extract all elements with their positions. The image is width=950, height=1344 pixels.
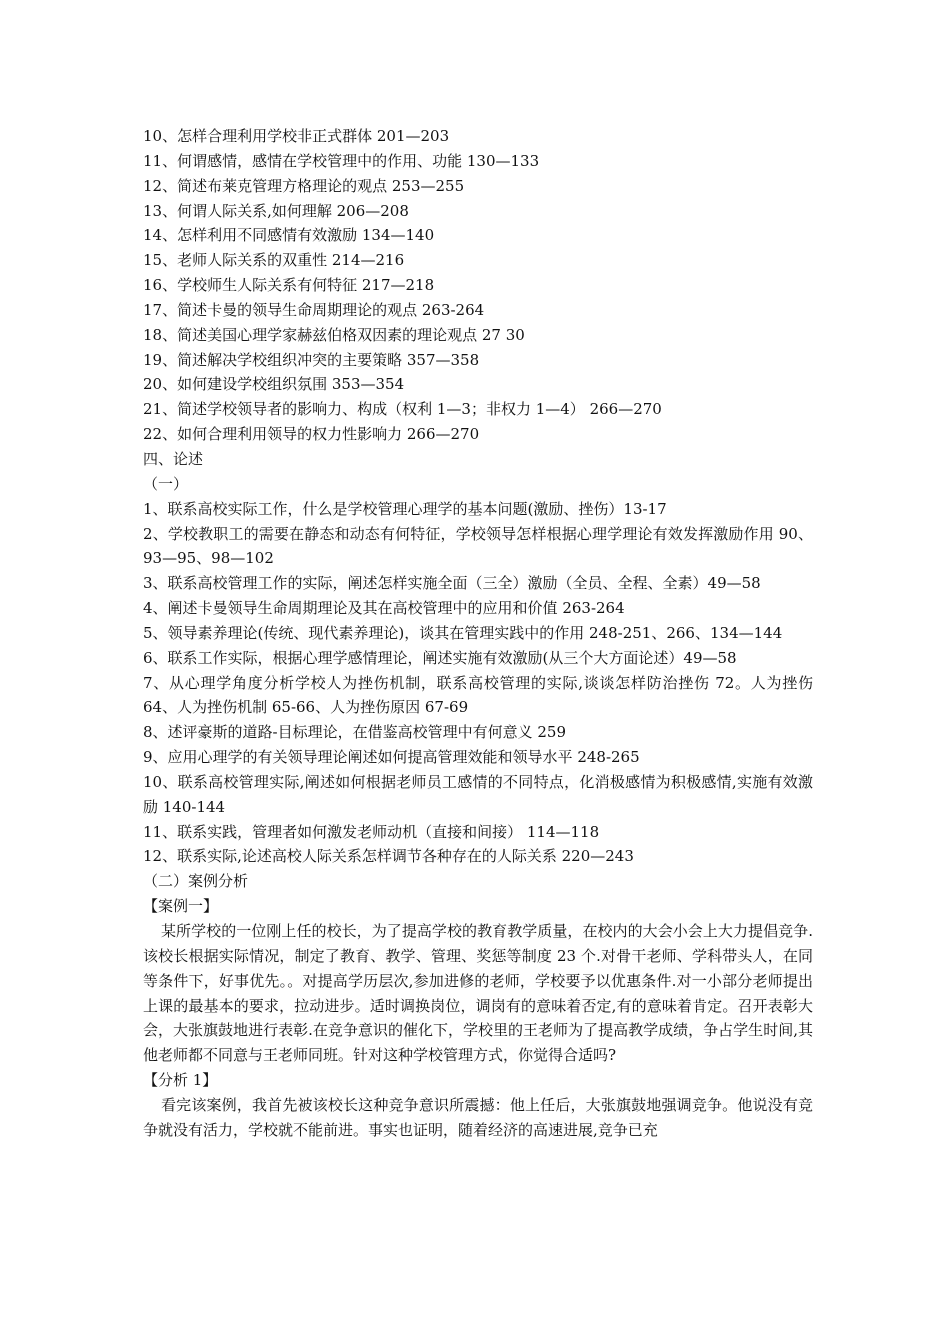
analysis-paragraph: 看完该案例，我首先被该校长这种竞争意识所震撼：他上任后，大张旗鼓地强调竞争。他说没有竞争就没有活力，学校就不能前进。事实也证明，随着经济的高速进展,竞争已充 (143, 1095, 813, 1139)
essay-item: 8、述评豪斯的道路-目标理论，在借鉴高校管理中有何意义 259 (143, 723, 567, 742)
essay-item: 4、阐述卡曼领导生命周期理论及其在高校管理中的应用和价值 263-264 (143, 599, 625, 618)
essay-item: 2、学校教职工的需要在静态和动态有何特征，学校领导怎样根据心理学理论有效发挥激励作用 90、93—95、98—102 (143, 524, 813, 568)
question-item: 15、老师人际关系的双重性 214—216 (143, 251, 405, 270)
analysis-label: 【分析 1】 (143, 1071, 218, 1090)
question-item: 17、简述卡曼的领导生命周期理论的观点 263-264 (143, 300, 485, 319)
essay-item: 5、领导素养理论(传统、现代素养理论)，谈其在管理实践中的作用 248-251、266、134—144 (143, 623, 783, 642)
question-item: 19、简述解决学校组织冲突的主要策略 357—358 (143, 350, 480, 369)
question-item: 18、简述美国心理学家赫兹伯格双因素的理论观点 27 30 (143, 325, 525, 344)
subsection-heading: （一） (143, 474, 189, 493)
essay-item: 10、联系高校管理实际,阐述如何根据老师员工感情的不同特点，化消极感情为积极感情,实施有效激励 140-144 (143, 772, 813, 816)
document-body (143, 124, 813, 1143)
subsection-heading: （二）案例分析 (143, 872, 249, 891)
question-item: 22、如何合理利用领导的权力性影响力 266—270 (143, 425, 480, 444)
question-item: 21、简述学校领导者的影响力、构成（权利 1—3；非权力 1—4） 266—270 (143, 400, 662, 419)
question-item: 20、如何建设学校组织氛围 353—354 (143, 375, 405, 394)
case-label: 【案例一】 (143, 897, 219, 916)
essay-item: 9、应用心理学的有关领导理论阐述如何提高管理效能和领导水平 248-265 (143, 748, 640, 767)
essay-item: 1、联系高校实际工作，什么是学校管理心理学的基本问题(激励、挫伤）13-17 (143, 499, 667, 518)
question-item: 11、何谓感情，感情在学校管理中的作用、功能 130—133 (143, 151, 540, 170)
essay-item: 6、联系工作实际，根据心理学感情理论，阐述实施有效激励(从三个大方面论述）49—58 (143, 648, 737, 667)
question-item: 13、何谓人际关系,如何理解 206—208 (143, 201, 409, 220)
section-heading: 四、论述 (143, 449, 204, 468)
essay-item: 3、联系高校管理工作的实际，阐述怎样实施全面（三全）激励（全员、全程、全素）49—58 (143, 574, 761, 593)
essay-item: 7、从心理学角度分析学校人为挫伤机制，联系高校管理的实际,谈谈怎样防治挫伤 72。人为挫伤 64、人为挫伤机制 65-66、人为挫伤原因 67-69 (143, 673, 813, 717)
essay-item: 12、联系实际,论述高校人际关系怎样调节各种存在的人际关系 220—243 (143, 847, 634, 866)
case-paragraph: 某所学校的一位刚上任的校长，为了提高学校的教育教学质量，在校内的大会小会上大力提倡竞争.该校长根据实际情况，制定了教育、教学、管理、奖惩等制度 23 个.对骨干老师、学科带头人，在同等条件下，好事优先。。对提高学历层次,参加进修的老师，学校要予以优惠条件.对一小部分老师提出上课的最基本的要求，拉动进步。适时调换岗位，调岗有的意味着否定,有的意味着肯定。召开表彰大会，大张旗鼓地进行表彰.在竞争意识的催化下，学校里的王老师为了提高教学成绩，争占学生时间,其他老师都不同意与王老师同班。针对这种学校管理方式，你觉得合适吗? (143, 922, 813, 1065)
essay-item: 11、联系实践，管理者如何激发老师动机（直接和间接） 114—118 (143, 822, 600, 841)
question-item: 14、怎样利用不同感情有效激励 134—140 (143, 226, 435, 245)
question-item: 10、怎样合理利用学校非正式群体 201—203 (143, 127, 450, 145)
question-item: 12、简述布莱克管理方格理论的观点 253—255 (143, 176, 465, 195)
question-item: 16、学校师生人际关系有何特征 217—218 (143, 276, 435, 295)
